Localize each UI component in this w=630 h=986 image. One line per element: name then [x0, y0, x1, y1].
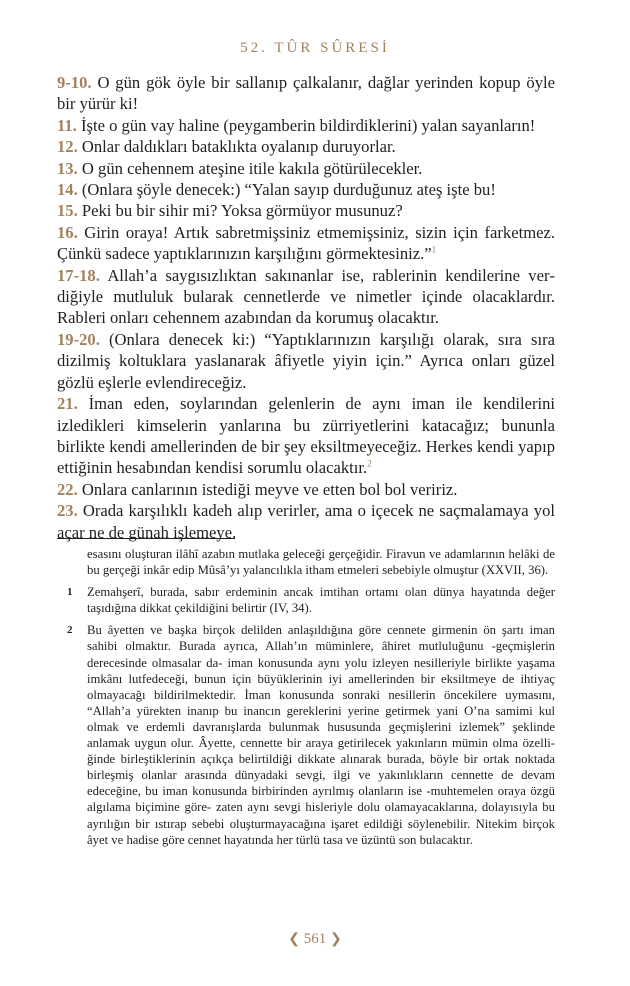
- verse: [57, 115, 555, 136]
- verse-text: O gün cehennem ateşine itile kakıla götürülecekler.: [81, 158, 423, 178]
- verse-number: 15.: [57, 201, 78, 221]
- page-footer: [0, 931, 630, 948]
- verse: [57, 136, 555, 157]
- verse-text: O gün gök öyle bir sallanıp çalkalanır, dağlar yerinden kopup öyle bir yürür ki!: [57, 73, 555, 114]
- verse-number: 19-20.: [57, 329, 100, 349]
- verse-text: Onlara canlarının istediği meyve ve etten bol bol veririz.: [81, 479, 458, 499]
- verse: [57, 222, 555, 265]
- verse-number: 13.: [57, 158, 78, 178]
- ornament-left-icon: ❮: [288, 932, 300, 947]
- footnote: [57, 546, 555, 578]
- footnote-marker[interactable]: 1: [431, 244, 437, 255]
- verse-number: 11.: [57, 115, 77, 135]
- verse-text: Girin oraya! Artık sabretmişsiniz etmemişsiniz, sizin için farketmez. Çünkü sadece yaptıklarınızın karşılığını görmektesiniz.”: [57, 222, 555, 264]
- footnote-text: Bu âyetten ve başka birçok delilden anlaşıldığına göre cennete girmenin ön şartı iman sahibi olmaktır. Burada ayrıca, Allah’ın müminlere, âhiret mutluluğunu -geçmişlerin derecesinde olmasalar da- iman konusunda aynı yolu izleyen nesilleriyle birlikte yaşama imkânı lutfedeceği, bunun için büyüklerinin iyi amellerinden bir eksiltmeye de ihtiyaç olmayacağı bildirilmektedir. İman konusunda sonraki nesillerin öncekilere uymasını, “Allah’a yürekten inanıp bu inancın gereklerini yerine getirmek yani O’na samimi kul olmak ve erdemli davranışlarda bulunmak hususunda geçmişlerini izlemek” şeklinde anlamak uygun olur. Âyette, cennette bir araya getirilecek yakınların mümin olma özelliğinde birleştiklerinin açıkça belirtildiği dikkate alınarak burada, böyle bir ortak noktada birleşmiş olanlar arasında dünyadaki sevgi, ilgi ve yakınlıkların cennette de devam edeceğine, bu iman konusunda birbirinden ayrılmış olanların ise -muhtemelen oraya özgü algılama biçimine göre- zaten aynı sevgi hisleriyle dolu olamayacaklarına, dolayısıyla bu ayrılığın bir ıstırap sebebi oluşturmayacağına işaret edildiği söylenebilir. Nitekim birçok âyet ve hadise göre cennet hayatında her türlü tasa ve üzüntü son bulacaktır.: [87, 623, 555, 847]
- footnote-text: esasını oluşturan ilâhî azabın mutlaka geleceği gerçeğidir. Firavun ve adamlarının helâki de bu gerçeği inkâr edip Mûsâ’yı yalancılıkla itham etmeleri sebebiyle olmuştur (XXVII, 36).: [87, 547, 555, 578]
- verse-number: 23.: [57, 501, 78, 521]
- running-header: 52. TÛR SÛRESİ: [240, 40, 390, 56]
- footnote: [57, 584, 555, 616]
- verse: [57, 500, 555, 543]
- footnote-marker[interactable]: 2: [367, 458, 372, 469]
- verse-text: (Onlara denecek ki:) “Yaptıklarınızın karşılığı olarak, sıra sıra dizilmiş koltuklara yaslanarak âfiyetle yiyin için.” Ayrıca onları güzel gözlü eşlerle evlendireceğiz.: [57, 329, 555, 392]
- verse-number: 21.: [57, 394, 78, 414]
- ornament-right-icon: ❯: [330, 932, 342, 947]
- footnote-number: 2: [67, 624, 73, 637]
- footnotes: [57, 546, 555, 854]
- verse: [57, 479, 555, 500]
- verse: [57, 179, 555, 200]
- verse-text: (Onlara şöyle denecek:) “Yalan sayıp durduğunuz ateş işte bu!: [81, 180, 496, 200]
- verse-text: İman eden, soylarından gelenlerin de aynı iman ile kendilerini izledikleri kimselerin yanlarına bu zürriyetlerini katacağız; bununla birlikte kendi amellerinden de bir şey eksiltmeyeceğiz. Herkes kendi yapıp ettiğinin hesabından kendisi sorumlu olacaktır.: [57, 394, 555, 478]
- page-number: 561: [303, 931, 327, 947]
- verse: [57, 265, 555, 329]
- verse-text: Peki bu bir sihir mi? Yoksa görmüyor musunuz?: [81, 201, 403, 221]
- verse-text: Allah’a saygısızlıktan sakınanlar ise, rablerinin kendilerine verdiğiyle mutluluk bularak cennetlerde ve nimetler içinde olacaklardır. Rableri onları cehennem azabından da korumuş olacaktır.: [57, 265, 556, 328]
- verse-number: 14.: [57, 180, 78, 200]
- verse-block: [57, 72, 555, 543]
- verse-text: İşte o gün vay haline (peygamberin bildirdiklerini) yalan sayanların!: [80, 115, 536, 135]
- verse-number: 9-10.: [57, 73, 92, 92]
- verse-number: 12.: [57, 137, 78, 157]
- verse-number: 16.: [57, 222, 78, 242]
- verse: [57, 393, 555, 479]
- verse: [57, 200, 555, 221]
- footnote-separator: [57, 538, 235, 539]
- verse-text: Onlar daldıkları bataklıkta oyalanıp duruyorlar.: [81, 137, 396, 157]
- verse-number: 22.: [57, 479, 78, 499]
- verse-text: Orada karşılıklı kadeh alıp verirler, ama o içecek ne saçmalamaya yol açar ne de günah işlemeye.: [57, 501, 555, 542]
- verse: [57, 158, 555, 179]
- footnote: [57, 622, 555, 847]
- footnote-number: 1: [67, 586, 73, 599]
- verse: [57, 329, 555, 393]
- verse-number: 17-18.: [57, 265, 100, 285]
- verse: [57, 72, 555, 115]
- footnote-text: Zemahşerî, burada, sabır erdeminin ancak imtihan ortamı olan dünya hayatında değer taşıdığına dikkat çekildiğini belirtir (IV, 34).: [87, 585, 555, 616]
